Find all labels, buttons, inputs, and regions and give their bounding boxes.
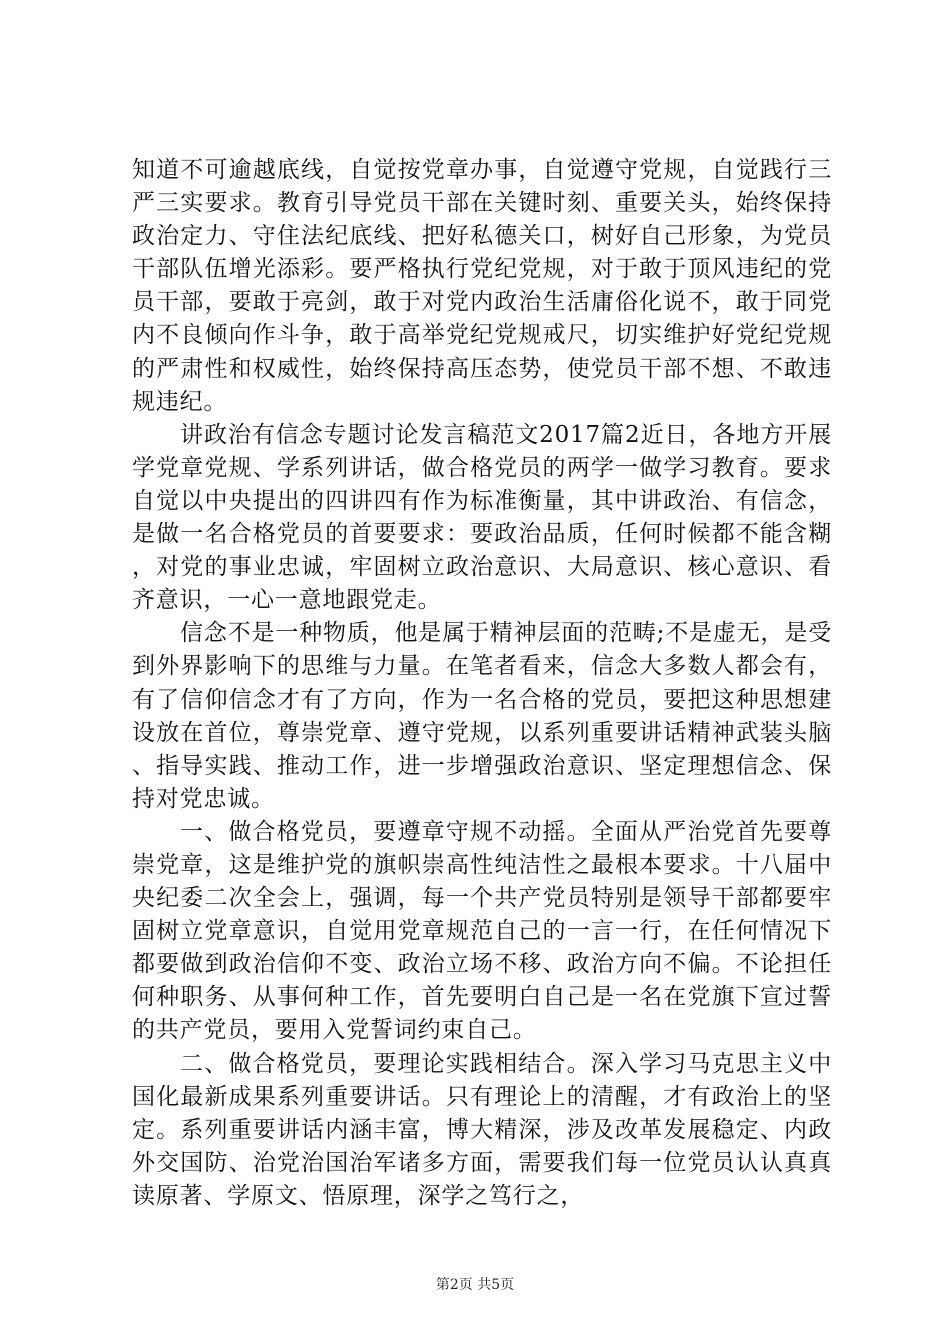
paragraph-title-intro: 讲政治有信念专题讨论发言稿范文2017篇2近日，各地方开展学党章党规、学系列讲话，做合格党员的两学一做学习教育。要求自觉以中央提出的四讲四有作为标准衡量，其中讲政治、有信念，是做一名合格党员的首要要求：要政治品质，任何时候都不能含糊，对党的事业忠诚，牢固树立政治意识、大局意识、核心意识、看齐意识，一心一意地跟党走。 bbox=[132, 421, 832, 614]
document-body bbox=[132, 154, 832, 1213]
paragraph-belief: 信念不是一种物质，他是属于精神层面的范畴;不是虚无，是受到外界影响下的思维与力量。在笔者看来，信念大多数人都会有，有了信仰信念才有了方向，作为一名合格的党员，要把这种思想建设放在首位，尊崇党章、遵守党规，以系列重要讲话精神武装头脑、指导实践、推动工作，进一步增强政治意识、坚定理想信念、保持对党忠诚。 bbox=[132, 620, 832, 812]
paragraph-point-two: 二、做合格党员，要理论实践相结合。深入学习马克思主义中国化最新成果系列重要讲话。只有理论上的清醒，才有政治上的坚定。系列重要讲话内涵丰富，博大精深，涉及改革发展稳定、内政外交国防、治党治国治军诸多方面，需要我们每一位党员认认真真读原著、学原文、悟原理，深学之笃行之， bbox=[132, 1050, 832, 1209]
paragraph-point-one: 一、做合格党员，要遵章守规不动摇。全面从严治党首先要尊崇党章，这是维护党的旗帜崇高性纯洁性之最根本要求。十八届中央纪委二次全会上，强调，每一个共产党员特别是领导干部都要牢固树立党章意识，自觉用党章规范自己的一言一行，在任何情况下都要做到政治信仰不变、政治立场不移、政治方向不偏。不论担任何种职务、从事何种工作，首先要明白自己是一名在党旗下宣过誓的共产党员，要用入党誓词约束自己。 bbox=[132, 818, 832, 1044]
paragraph-continuation: 知道不可逾越底线，自觉按党章办事，自觉遵守党规，自觉践行三严三实要求。教育引导党员干部在关键时刻、重要关头，始终保持政治定力、守住法纪底线、把好私德关口，树好自己形象，为党员干部队伍增光添彩。要严格执行党纪党规，对于敢于顶风违纪的党员干部，要敢于亮剑，敢于对党内政治生活庸俗化说不，敢于同党内不良倾向作斗争，敢于高举党纪党规戒尺，切实维护好党纪党规的严肃性和权威性，始终保持高压态势，使党员干部不想、不敢违规违纪。 bbox=[132, 157, 832, 415]
page-footer: 第2页 共5页 bbox=[435, 1277, 515, 1293]
